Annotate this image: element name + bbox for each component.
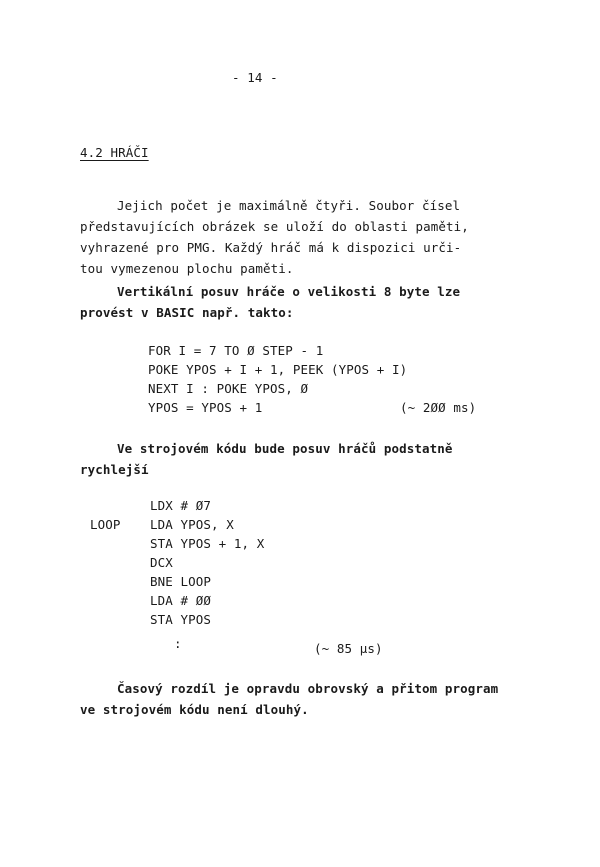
code-line: STA YPOS <box>150 612 212 627</box>
code-line: LDX # Ø7 <box>150 498 212 513</box>
text-line: Jejich počet je maximálně čtyři. Soubor čísel <box>117 198 461 213</box>
loop-label: LOOP <box>90 517 121 532</box>
section-heading: 4.2 HRÁČI <box>80 145 149 160</box>
code-line: DCX <box>150 555 173 570</box>
code-line: BNE LOOP <box>150 574 212 589</box>
continuation-dots: : <box>174 636 182 651</box>
page-number: - 14 - <box>232 70 278 85</box>
text-line: ve strojovém kódu není dlouhý. <box>80 702 309 717</box>
text-line: Časový rozdíl je opravdu obrovský a přitom program <box>117 681 499 696</box>
code-line: YPOS = YPOS + 1 <box>148 400 263 415</box>
text-line: vyhrazené pro PMG. Každý hráč má k dispozici urči- <box>80 240 462 255</box>
basic-timing: (~ 2ØØ ms) <box>400 400 477 415</box>
code-line: LDA # ØØ <box>150 593 212 608</box>
text-line: Ve strojovém kódu bude posuv hráčů podstatně <box>117 441 453 456</box>
asm-timing: (~ 85 µs) <box>314 641 383 656</box>
text-line: provést v BASIC např. takto: <box>80 305 294 320</box>
code-line: POKE YPOS + I + 1, PEEK (YPOS + I) <box>148 362 408 377</box>
text-line: tou vymezenou plochu paměti. <box>80 261 294 276</box>
text-line: představujících obrázek se uloží do oblasti paměti, <box>80 219 469 234</box>
code-line: NEXT I : POKE YPOS, Ø <box>148 381 309 396</box>
text-line: Vertikální posuv hráče o velikosti 8 byte lze <box>117 284 461 299</box>
text-line: rychlejší <box>80 462 149 477</box>
code-line: LDA YPOS, X <box>150 517 234 532</box>
code-line: FOR I = 7 TO Ø STEP - 1 <box>148 343 324 358</box>
code-line: STA YPOS + 1, X <box>150 536 265 551</box>
